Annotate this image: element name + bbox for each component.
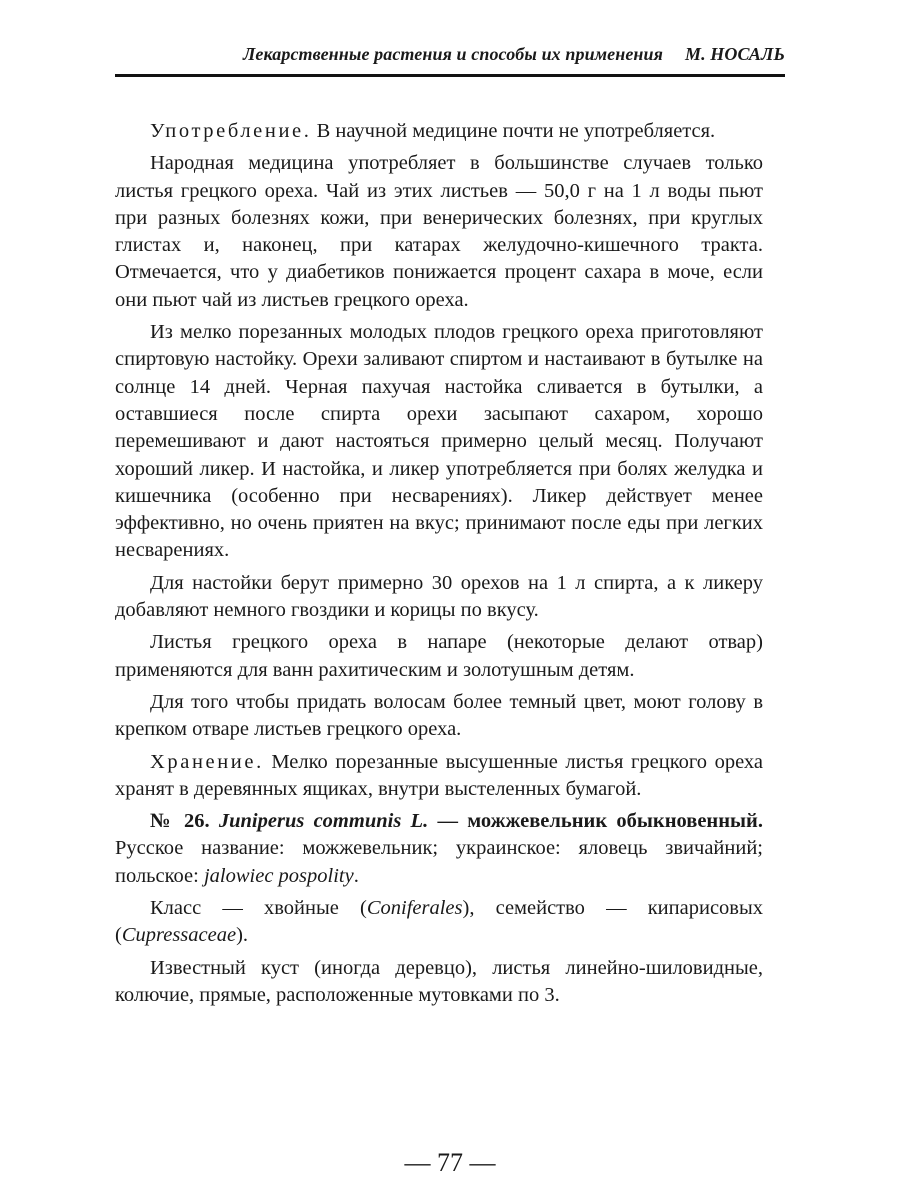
entry-number: № 26. <box>150 810 210 833</box>
family-latin: Cupressaceae <box>121 924 237 947</box>
paragraph-hair: Для того чтобы придать волосам более темный цвет, моют голову в крепком отваре листьев грецкого ореха. <box>115 690 763 741</box>
paragraph-text: В научной медицине почти не употребляется. <box>311 120 716 142</box>
paragraph-tincture-dose: Для настойки берут примерно 30 орехов на 1 л спирта, а к ликеру добавляют немного гвоздики и корицы по вкусу. <box>115 571 763 622</box>
paragraph-description: Известный куст (иногда деревцо), листья линейно-шиловидные, колючие, прямые, расположенные мутовками по 3. <box>115 956 763 1006</box>
page-number: — 77 — <box>404 1148 496 1177</box>
entry-latin-name: Juniperus communis L. <box>218 810 429 833</box>
book-title: Лекарственные растения и способы их применения <box>242 44 663 64</box>
class-text: Класс — хвойные ( <box>150 897 367 920</box>
entry-polish-name: jalowiec pospolity <box>203 864 354 887</box>
header-rule <box>115 74 785 77</box>
body-text <box>115 118 763 1014</box>
paragraph-entry-26 <box>115 808 763 890</box>
class-latin: Coniferales <box>366 897 463 920</box>
paragraph-text: Мелко порезанные высушенные листья грецкого ореха хранят в деревянных ящиках, внутри выстеленных бумагой. <box>115 750 763 800</box>
paragraph-usage <box>115 118 763 145</box>
running-head <box>115 44 785 65</box>
paragraph-baths: Листья грецкого ореха в напаре (некоторые делают отвар) применяются для ванн рахитическим и золотушным детям. <box>115 631 763 681</box>
paragraph-tincture: Из мелко порезанных молодых плодов грецкого ореха приготовляют спиртовую настойку. Орехи заливают спиртом и настаивают в бутылке на солнце 14 дней. Черная пахучая настойка сливается в бутылки, а оставшиеся после спирта орехи засыпают сахаром, хорошо перемешивают и дают настояться примерно целый месяц. Получают хороший ликер. И настойка, и ликер употребляется при болях желудка и кишечника (особенно при несварениях). Ликер действует менее эффективно, но очень приятен на вкус; принимают после еды при легких несварениях. <box>115 321 763 562</box>
book-author: М. НОСАЛЬ <box>685 44 785 64</box>
paragraph-folk-medicine: Народная медицина употребляет в большинстве случаев только листья грецкого ореха. Чай из этих листьев — 50,0 г на 1 л воды пьют при разных болезнях кожи, при венерических болезнях, при круглых глистах и, наконец, при катарах желудочно-кишечного тракта. Отмечается, что у диабетиков понижается процент сахара в моче, если они пьют чай из листьев грецкого ореха. <box>115 152 763 311</box>
entry-end: . <box>353 864 359 887</box>
family-text: ), семейство — кипарисовых ( <box>115 897 763 947</box>
section-lead-storage: Хранение. <box>150 750 264 773</box>
paragraph-storage <box>115 749 763 804</box>
section-lead-usage: Употребление. <box>150 120 312 142</box>
paragraph-classification <box>115 895 763 950</box>
entry-names-text: Русское название: можжевельник; украинское: яловець звичайний; польское: <box>115 837 763 887</box>
classification-end: ). <box>236 924 249 947</box>
entry-common-name: — можжевельник обыкновенный. <box>428 810 763 833</box>
